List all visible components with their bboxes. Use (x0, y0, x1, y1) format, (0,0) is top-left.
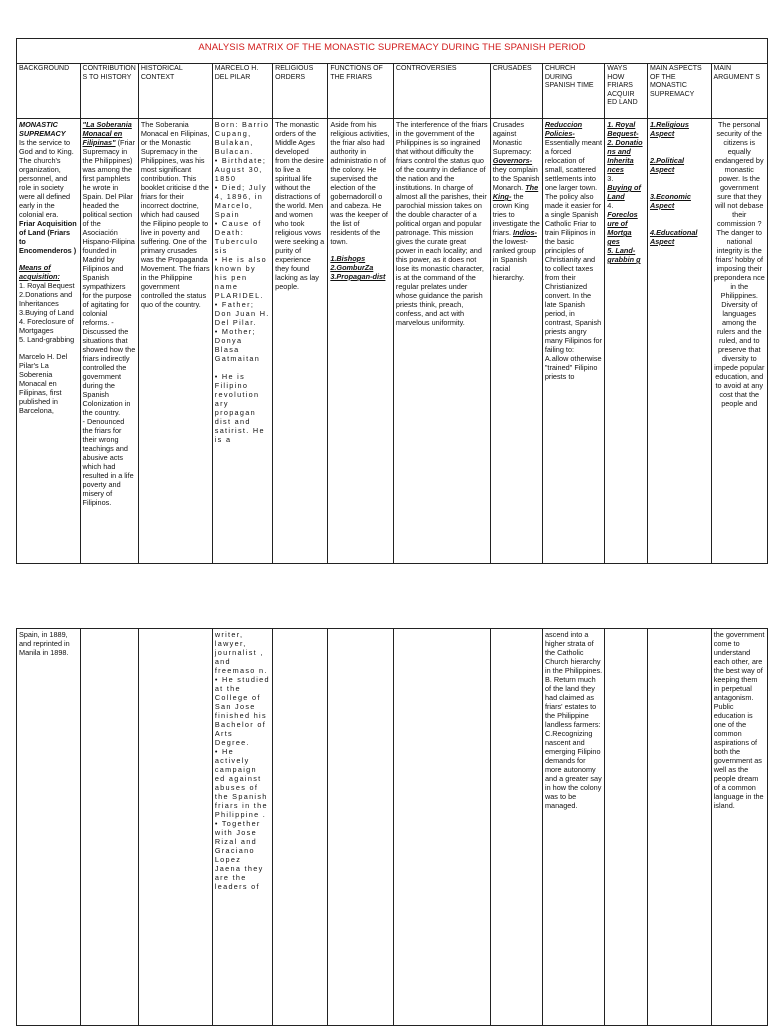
aspects-cell (647, 119, 711, 564)
way-number: 3. (607, 174, 614, 183)
means-heading: Means of acquisition: (19, 263, 60, 281)
controversies-continued (394, 629, 491, 1026)
way-number: 4. (607, 201, 614, 210)
friar-acquisition-heading: Friar Acquisition of Land (Friars to Encomenderos ) (19, 219, 77, 255)
header-church: CHURCH DURING SPANISH TIME (542, 64, 604, 119)
header-controversies: CONTROVERSIES (393, 64, 490, 119)
crusades-continued (490, 629, 542, 1026)
contributions-text: (Friar Supremacy in the Philippines) was among the first pamphlets he wrote in Spain. Del Pilar headed the political section of the Asociación Hispano-Filipina founded in Madrid by Filipinos and Spanish sympathizers for the purpose of agitating for colonial reforms. -Discussed the situations that showed how the friars indirectly controlled the government during the Spanish Colonization in the country. - Denounced the friars for their wrong teachings and abusive acts which had resulted in a life poverty and misery of Filipinos. (82, 138, 136, 507)
pamphlet-title: "La Soberania Monacal en Filipinas" (82, 120, 132, 147)
background-text-2: Marcelo H. Del Pilar's La Soberenia Monacal en Filipinas, first published in Barcelona, (19, 352, 68, 415)
header-row (17, 64, 768, 119)
analysis-matrix-table-page-1 (16, 38, 768, 564)
header-religious-orders: RELIGIOUS ORDERS (273, 64, 328, 119)
matrix-title-cell (17, 39, 768, 64)
crusades-cell (490, 119, 542, 564)
aspect-item: 3.Economic Aspect (649, 192, 691, 210)
header-main-arguments: MAIN ARGUMENT S (711, 64, 768, 119)
header-historical-context: HISTORICAL CONTEXT (138, 64, 212, 119)
reduccion-heading: Reduccion Policies- (544, 120, 583, 138)
way-item: Buying of Land (607, 183, 641, 201)
ways-cell (605, 119, 648, 564)
arguments-cell: The personal security of the citizens is equally endangered by monastic power. Is the government sure that they will not debase their commission ? The danger to national integrity is the friars' hobby of imposing their prepondera nce in the Philippines. Diversity of languages among the rulers and the ruled, and to preserve that diversity to impede popular education, and to avoid at any cost that the people and (711, 119, 768, 564)
controversies-cell: The interference of the friars in the government of the Philippines is so ingrained that without difficulty the friars control the status quo of the country in defiance of the nation and the institutions. In charge of almost all the parishes, their parochial mission takes on the double character of a political organ and popular patronage. This mission gives the curate great power in each locality; and this power, as it does not lose its monastic character, is at the command of the regular prelates under whose guidance the parish priests think, preach, confess, and act with marvelous uniformity. (393, 119, 490, 564)
crusades-text: the crown King tries to investigate the friars. (492, 192, 540, 237)
functions-cell (328, 119, 394, 564)
functions-list-item: 3.Propagan-dist (330, 272, 386, 281)
way-item: 1. Royal Bequest- (607, 120, 639, 138)
means-list: 1. Royal Bequest 2.Donations and Inheritances 3.Buying of Land 4. Foreclosure of Mortgages 5. Land-grabbing (19, 281, 75, 344)
header-functions: FUNCTIONS OF THE FRIARS (328, 64, 394, 119)
church-cell (542, 119, 604, 564)
church-text: Essentially meant a forced relocation of small, scattered settlements into one larger town. The policy also made it easier for a single Spanish Catholic Friar to train Filipinos in the basic principles of Christianity and to collect taxes from their Christianized convert. In the late Spanish period, in contrast, Spanish priests angry many Filipinos for failing to: A.allow otherwise "trained" Filipino priests to (544, 138, 603, 381)
del-pilar-cell: Born: Barrio Cupang, Bulakan, Bulacan. • Birthdate; August 30, 1850 • Died; July 4, 1896, in Marcelo, Spain • Cause of Death: Tuberculo sis • He is also known by his pen name PLARIDEL. • Father; Don Juan H. Del Pilar. • Mother; Donya Blasa Gatmaitan • He is Filipino revolution ary propagan dist and satirist. He is a (212, 119, 272, 564)
crusades-text: the lowest-ranked group in Spanish racial hierarchy. (492, 237, 536, 282)
header-ways: WAYS HOW FRIARS ACQUIR ED LAND (605, 64, 648, 119)
functions-list-item: 1.Bishops (330, 254, 366, 263)
background-continued: Spain, in 1889, and reprinted in Manila in 1898. (17, 629, 81, 1026)
background-heading: MONASTIC SUPREMACY (19, 120, 66, 138)
header-del-pilar: MARCELO H. DEL PILAR (212, 64, 272, 119)
crusades-indios: Indios- (513, 228, 537, 237)
crusades-king: The King- (492, 183, 539, 201)
aspect-item: 1.Religious Aspect (649, 120, 689, 138)
religious-orders-continued (273, 629, 328, 1026)
way-item: 5. Land-grabbin g (607, 246, 641, 264)
del-pilar-continued: writer, lawyer, journalist , and freemaso n. • He studied at the College of San Jose finished his Bachelor of Arts Degree. • He actively campaign ed against abuses of the Spanish friars in the Philippine . • Together with Jose Rizal and Graciano Lopez Jaena they are the leaders of (212, 629, 272, 1026)
way-item: 2. Donatio ns and Inherita nces (607, 138, 643, 174)
functions-continued (328, 629, 394, 1026)
church-continued: ascend into a higher strata of the Catholic Church hierarchy in the Philippines. B. Return much of the land they had claimed as friars' estates to the Philippine landless farmers: C.Recognizing nascent and emerging Filipino demands for more autonomy and a greater say in how the colony was to be managed. (542, 629, 604, 1026)
header-background: BACKGROUND (17, 64, 81, 119)
crusades-text: they complain to the Spanish Monarch. (492, 165, 540, 192)
header-contributions: CONTRIBUTION S TO HISTORY (80, 64, 138, 119)
aspect-item: 4.Educational Aspect (649, 228, 698, 246)
header-crusades: CRUSADES (490, 64, 542, 119)
analysis-matrix-table-page-2 (16, 628, 768, 1026)
religious-orders-cell: The monastic orders of the Middle Ages developed from the desire to live a spiritual life without the distractions of the world. Men and women who took religious vows were seeking a purity of experience they found lacking as lay people. (273, 119, 328, 564)
header-main-aspects: MAIN ASPECTS OF THE MONASTIC SUPREMACY (647, 64, 711, 119)
functions-list-item: 2.GomburZa (330, 263, 374, 272)
aspect-item: 2.Political Aspect (649, 156, 685, 174)
aspects-continued (648, 629, 712, 1026)
ways-continued (605, 629, 648, 1026)
historical-context-continued (138, 629, 212, 1026)
arguments-continued: the government come to understand each other, are the best way of keeping them in perpetual antagonism. Public education is one of the common aspirations of both the government as well as the people dream of a common language in the island. (711, 629, 767, 1026)
way-item: Foreclos ure of Mortga ges (607, 210, 638, 246)
background-text: Is the service to God and to King. The church's organization, personnel, and role in society were all defined early in the colonial era. (19, 138, 74, 219)
contributions-cell (80, 119, 138, 564)
historical-context-cell: The Soberania Monacal en Filipinas, or the Monastic Supremacy in the Philippines, was his most significant contribution. This booklet criticise d the friars for their incorrect doctrine, which had caused the Filipino people to live in poverty and suffering. One of the primary crusades was the Propaganda Movement. The friars in the Philippine government controlled the status quo of the country. (138, 119, 212, 564)
contributions-continued (80, 629, 138, 1026)
functions-text: Aside from his religious activities, the friar also had authority in administratio n of the colony. He supervised the election of the gobernadorcill o and cabeza. He was the keeper of the list of residents of the town. (330, 120, 390, 246)
matrix-title: ANALYSIS MATRIX OF THE MONASTIC SUPREMACY DURING THE SPANISH PERIOD (198, 42, 586, 53)
crusades-governors: Governors- (492, 156, 533, 165)
content-row (17, 119, 768, 564)
crusades-text: Crusades against Monastic Supremacy: (492, 120, 532, 156)
continuation-row (17, 629, 768, 1026)
background-cell (17, 119, 81, 564)
